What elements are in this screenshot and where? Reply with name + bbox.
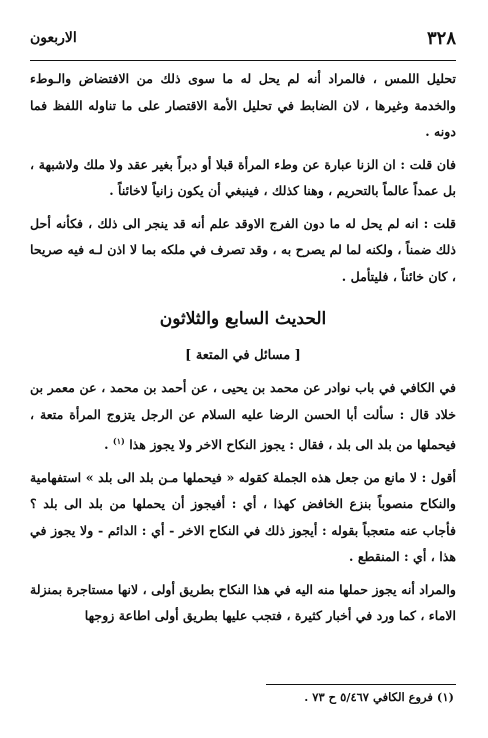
hadith-end: .: [104, 437, 113, 453]
commentary-paragraph-2: والمراد أنه يجوز حملها منه اليه في هذا النكاح بطريق أولى ، لانها مستاجرة بمنزلة الاماء ، كما ورد في أخبار كثيرة ، فتجب عليها بطريق أولى اطاعة زوجها: [30, 581, 456, 624]
commentary-paragraph-1: أقول : لا مانع من جعل هذه الجملة كقوله « فيحملها مـن بلد الى بلد » استفهامية والنكاح منصوباً بنزع الخافض كهذا ، أي : أفيجوز أن يحملها من بلد الى بلد ؟ فأجاب عنه متعجباً بقوله : أيجوز ذلك في النكاح الاخر - أي : الدائم - ولا يجوز في هذا ، أي : المنقطع .: [30, 469, 456, 565]
running-title: الاربعون: [30, 30, 77, 46]
section-title: الحديث السابع والثلاثون: [159, 309, 327, 329]
section-subheading: [ مسائل في المتعة ]: [185, 347, 301, 363]
footnote-marker: (١): [112, 436, 125, 446]
footnote-rule: [266, 684, 456, 685]
paragraph-3: قلت : انه لم يحل له ما دون الفرج الاوقد علم أنه قد ينجر الى ذلك ، فكأنه أحل ذلك ضمناً ، ولكنه لما لم يصرح به ، وقد تصرف في ملكه بما لا اذن لـه فيه صريحا ، كان خائناً ، فليتأمل .: [30, 215, 456, 284]
page-number: ٣٢٨: [426, 28, 456, 49]
hadith-text: في الكافي في باب نوادر عن محمد بن يحيى ، عن أحمد بن محمد ، عن معمر بن خلاد قال : سألت أبا الحسن الرضا عليه السلام عن الرجل يتزوج المرأة متعة ، فيحملها من بلد الى بلد ، فقال : يجوز النكاح الاخر ولا يجوز هذا: [30, 380, 456, 453]
footnote: (١) فروع الكافي ٥/٤٦٧ ح ٧٣ .: [304, 690, 454, 704]
paragraph-2: فان قلت : ان الزنا عبارة عن وطء المرأة قبلا أو دبراً بغير عقد ولا ملك ولاشبهة ، بل عمداً عالماً بالتحريم ، وهنا كذلك ، فينبغي أن يكون زانياً لاخائناً .: [30, 156, 456, 198]
hadith-paragraph: [30, 375, 456, 459]
paragraph-1: تحليل اللمس ، فالمراد أنه لم يحل له ما سوى ذلك من الافتضاض والـوطء والخدمة وغيرها ، لان الضابط في تحليل الأمة الاقتصار على ما تناوله اللفظ فما دونه .: [30, 71, 456, 139]
page-header: [30, 28, 456, 50]
header-rule: [30, 60, 456, 61]
page-body: [30, 66, 456, 630]
